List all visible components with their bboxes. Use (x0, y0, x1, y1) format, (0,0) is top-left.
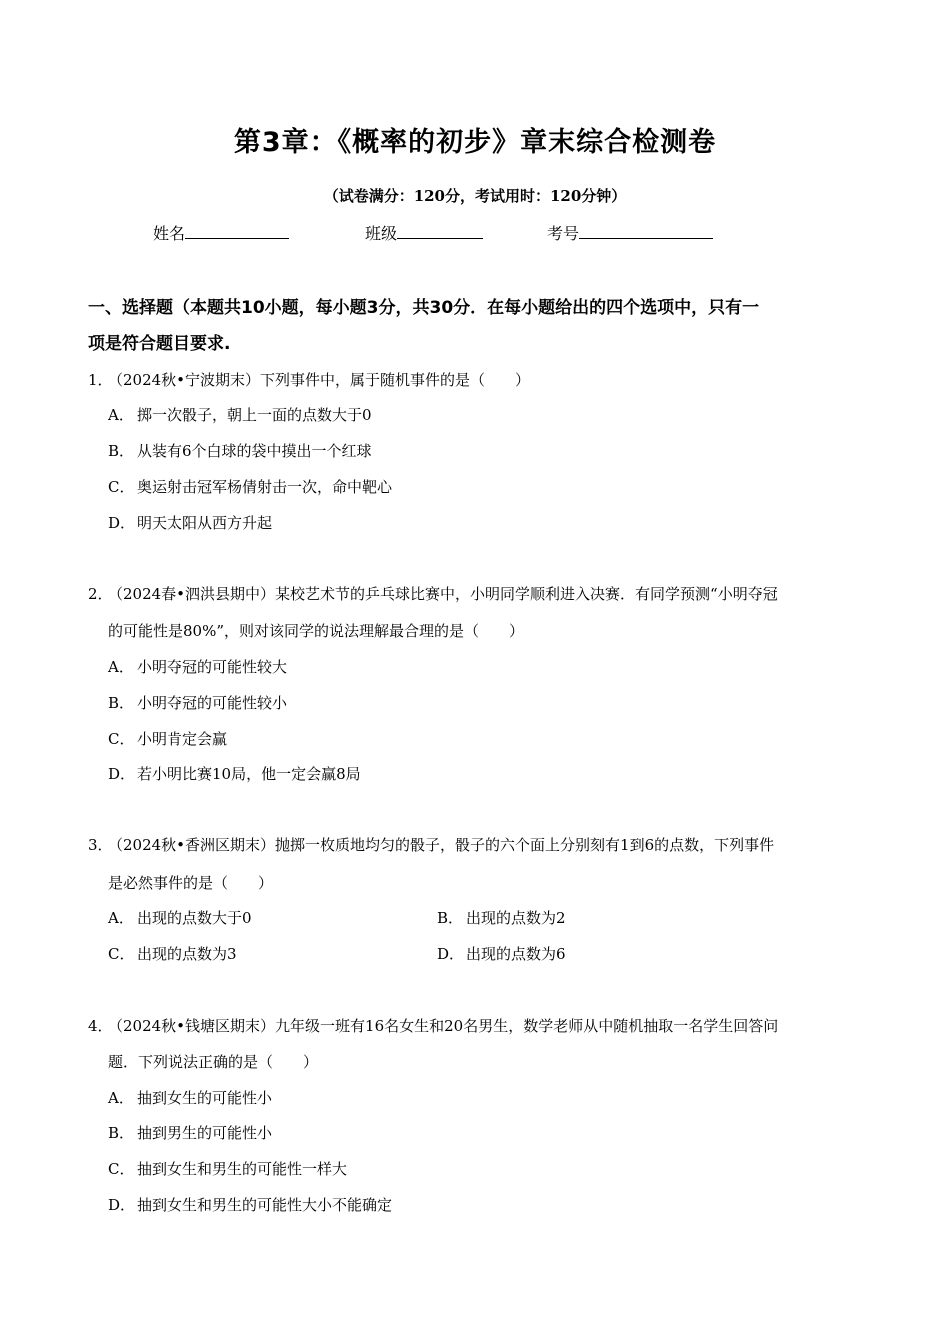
option-text: 抽到女生的可能性小 (137, 1089, 273, 1107)
question-text: 的可能性是80%”，则对该同学的说法理解最合理的是（ ） (108, 622, 525, 640)
option-letter: D． (108, 765, 136, 783)
option-text: 小明夺冠的可能性较大 (137, 658, 288, 676)
option-text: 小明夺冠的可能性较小 (137, 694, 288, 712)
option-text: 抽到女生和男生的可能性大小不能确定 (137, 1196, 393, 1214)
id-label: 考号 (547, 224, 580, 243)
page-title: 第3章：《概率的初步》章末综合检测卷 (233, 127, 717, 158)
option-letter: A． (108, 406, 134, 424)
option-letter: A． (108, 909, 134, 927)
question-text: 题．下列说法正确的是（ ） (108, 1053, 319, 1071)
question-number: 1． (88, 371, 113, 389)
option-text: 掷一次骰子，朝上一面的点数大于0 (137, 406, 372, 424)
class-blank[interactable] (397, 222, 483, 239)
class-label: 班级 (365, 224, 398, 243)
name-field (153, 221, 289, 244)
name-label: 姓名 (153, 224, 186, 243)
option-text: 出现的点数为3 (137, 945, 237, 963)
question-number: 4． (88, 1017, 113, 1035)
option-letter: A． (108, 658, 134, 676)
option-letter: C． (108, 730, 135, 748)
option-letter: B． (437, 909, 464, 927)
option-text: 从装有6个白球的袋中摸出一个红球 (137, 442, 372, 460)
option-letter: C． (108, 1160, 135, 1178)
id-field (547, 221, 713, 244)
option-text: 出现的点数为2 (466, 909, 566, 927)
option-letter: D． (108, 1196, 136, 1214)
question-number: 2． (88, 585, 113, 603)
option-text: 小明肯定会赢 (137, 730, 228, 748)
section-heading (88, 290, 868, 362)
option-letter: D． (108, 514, 136, 532)
section-heading-line-1: 一、选择题（本题共10小题，每小题3分，共30分．在每小题给出的四个选项中，只有一 (88, 298, 760, 318)
name-blank[interactable] (185, 222, 289, 239)
option-text: 抽到女生和男生的可能性一样大 (137, 1160, 348, 1178)
section-heading-line-2: 项是符合题目要求. (88, 334, 231, 354)
option-letter: B． (108, 694, 135, 712)
option-letter: D． (437, 945, 465, 963)
option-text: 抽到男生的可能性小 (137, 1124, 273, 1142)
question-number: 3． (88, 836, 113, 854)
option-letter: C． (108, 478, 135, 496)
question-text: （2024秋•宁波期末）下列事件中，属于随机事件的是（ ） (108, 371, 531, 389)
option-text: 若小明比赛10局，他一定会赢8局 (137, 765, 361, 783)
option-letter: C． (108, 945, 135, 963)
option-letter: B． (108, 442, 135, 460)
option-text: 出现的点数大于0 (137, 909, 252, 927)
question-text: （2024春•泗洪县期中）某校艺术节的乒乓球比赛中，小明同学顺利进入决赛．有同学预测“小明夺冠 (108, 585, 778, 603)
option-text: 出现的点数为6 (466, 945, 566, 963)
question-text: 是必然事件的是（ ） (108, 874, 274, 892)
exam-info: （试卷满分：120分，考试用时：120分钟） (323, 187, 627, 205)
class-field (365, 221, 483, 244)
option-text: 明天太阳从西方升起 (137, 514, 273, 532)
question-text: （2024秋•钱塘区期末）九年级一班有16名女生和20名男生，数学老师从中随机抽取一名学生回答问 (108, 1017, 779, 1035)
id-blank[interactable] (579, 222, 713, 239)
option-letter: B． (108, 1124, 135, 1142)
option-letter: A． (108, 1089, 134, 1107)
option-text: 奥运射击冠军杨倩射击一次，命中靶心 (137, 478, 393, 496)
question-text: （2024秋•香洲区期末）抛掷一枚质地均匀的骰子，骰子的六个面上分别刻有1到6的点数，下列事件 (108, 836, 775, 854)
